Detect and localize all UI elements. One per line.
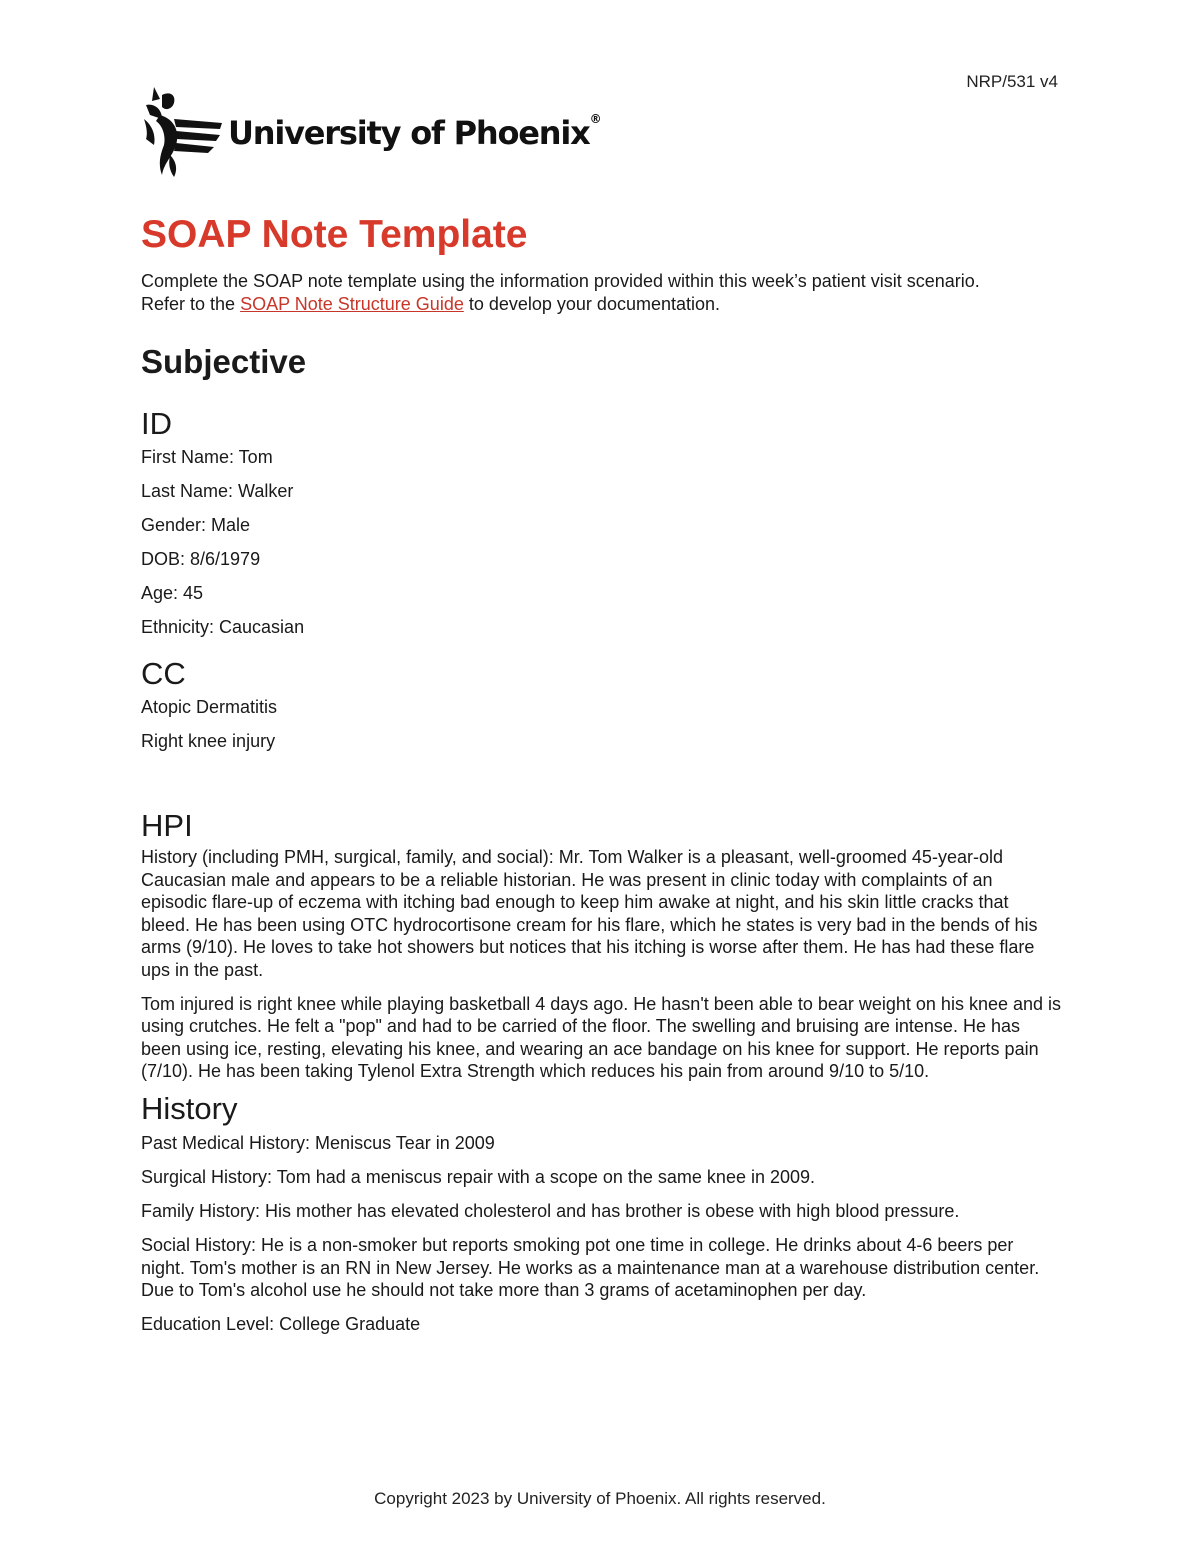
intro-prefix: Refer to the <box>141 294 241 314</box>
history-item: Surgical History: Tom had a meniscus repair with a scope on the same knee in 2009. <box>141 1166 816 1187</box>
history-items <box>141 1132 1061 1336</box>
cc-item: Atopic Dermatitis <box>141 697 278 717</box>
history-item: Education Level: College Graduate <box>141 1313 421 1334</box>
cc-items <box>141 696 1061 753</box>
hpi-paragraph: History (including PMH, surgical, family, and social): Mr. Tom Walker is a pleasant, well-groomed 45-year-old Caucasian male and appears to be a reliable historian. He was present in clinic today with complaints of an episodic flare-up of eczema with itching bad enough to keep him awake at night, and his skin little cracks that bleed. He has been using OTC hydrocortisone cream for his flare, which he states is very bad in the bends of his arms (9/10). He loves to take hot showers but notices that his itching is worse after them. He has had these flare ups in the past. <box>141 847 1038 980</box>
document-body <box>141 208 1061 1336</box>
hpi-paragraphs <box>141 846 1061 1083</box>
course-code: NRP/531 v4 <box>966 72 1058 91</box>
id-last-name: Last Name: Walker <box>141 481 294 501</box>
logo-wordmark <box>228 114 600 152</box>
cc-item: Right knee injury <box>141 731 276 751</box>
subjective-heading: Subjective <box>141 343 307 380</box>
id-age: Age: 45 <box>141 583 204 603</box>
cc-heading: CC <box>141 656 186 691</box>
intro-text <box>141 270 1061 316</box>
id-ethnicity: Ethnicity: Caucasian <box>141 617 305 637</box>
id-dob: DOB: 8/6/1979 <box>141 549 261 569</box>
page-title: SOAP Note Template <box>141 213 528 256</box>
history-item: Family History: His mother has elevated cholesterol and has brother is obese with high blood pressure. <box>141 1200 960 1221</box>
logo-text: University of Phoenix <box>228 114 590 152</box>
history-heading: History <box>141 1090 238 1126</box>
logo-registered-mark: ® <box>589 112 601 126</box>
id-gender: Gender: Male <box>141 515 251 535</box>
copyright-footer: Copyright 2023 by University of Phoenix. All rights reserved. <box>374 1489 826 1508</box>
university-logo <box>140 84 600 180</box>
hpi-heading: HPI <box>141 808 193 843</box>
history-item: Social History: He is a non-smoker but reports smoking pot one time in college. He drinks about 4-6 beers per night. Tom's mother is an RN in New Jersey. He works as a maintenance man at a warehouse distribution center. Due to Tom's alcohol use he should not take more than 3 grams of acetaminophen per day. <box>141 1234 1040 1301</box>
soap-note-structure-guide-link[interactable]: SOAP Note Structure Guide <box>240 294 464 314</box>
id-fields <box>141 446 1061 639</box>
history-item: Past Medical History: Meniscus Tear in 2009 <box>141 1132 495 1153</box>
hpi-paragraph: Tom injured is right knee while playing basketball 4 days ago. He hasn't been able to bear weight on his knee and is using crutches. He felt a "pop" and had to be carried of the floor. The swelling and bruising are intense. He has been using ice, resting, elevating his knee, and wearing an ace bandage on his knee for support. He reports pain (7/10). He has been taking Tylenol Extra Strength which reduces his pain from around 9/10 to 5/10. <box>141 993 1062 1082</box>
id-first-name: First Name: Tom <box>141 447 273 467</box>
phoenix-bird-icon <box>140 85 224 179</box>
id-heading: ID <box>141 406 172 441</box>
intro-suffix: to develop your documentation. <box>463 294 721 314</box>
intro-line-1: Complete the SOAP note template using the information provided within this week’s patient visit scenario. <box>141 271 980 291</box>
